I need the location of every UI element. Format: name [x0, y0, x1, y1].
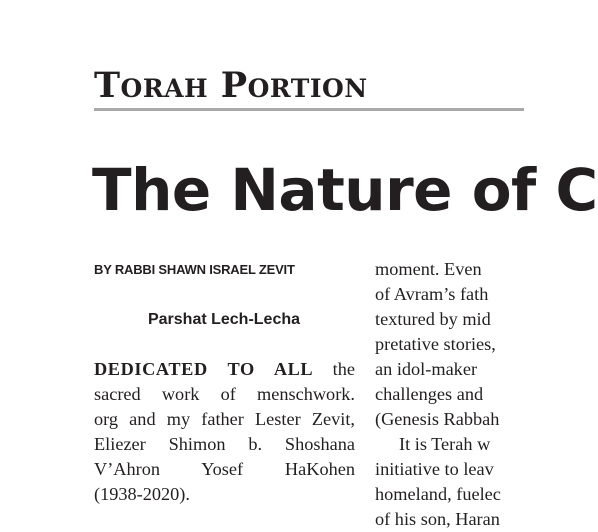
body-line: (Genesis Rabbah — [375, 409, 500, 429]
body-line: Eliezer Shimon b. Shoshana — [94, 434, 355, 454]
body-line: of his son, Haran — [375, 509, 500, 529]
article-byline: BY RABBI SHAWN ISRAEL ZEVIT — [94, 262, 295, 277]
body-line: pretative stories, — [375, 334, 496, 354]
body-column-right — [375, 257, 555, 532]
body-line: org and my father Lester Zevit, — [94, 409, 355, 429]
body-line: textured by mid — [375, 309, 491, 329]
body-line: homeland, fuelec — [375, 484, 501, 504]
body-line — [94, 357, 355, 382]
article-headline: The Nature of C — [92, 156, 598, 224]
body-line: initiative to leav — [375, 459, 494, 479]
body-line: challenges and — [375, 384, 484, 404]
body-column-left — [94, 357, 355, 507]
body-line: (1938-2020). — [94, 484, 190, 504]
body-line: sacred work of menschwork. — [94, 384, 355, 404]
body-line: an idol-maker — [375, 359, 478, 379]
body-line: moment. Even — [375, 259, 482, 279]
parsha-subtitle: Parshat Lech-Lecha — [147, 311, 301, 328]
body-line: It is Terah w — [399, 434, 491, 454]
body-line-text: the — [313, 359, 355, 379]
body-line: of Avram’s fath — [375, 284, 489, 304]
section-divider — [94, 108, 524, 111]
body-line: V’Ahron Yosef HaKohen — [94, 459, 355, 479]
section-title: Torah Portion — [94, 65, 368, 106]
dedication-lead: DEDICATED TO ALL — [94, 359, 314, 379]
